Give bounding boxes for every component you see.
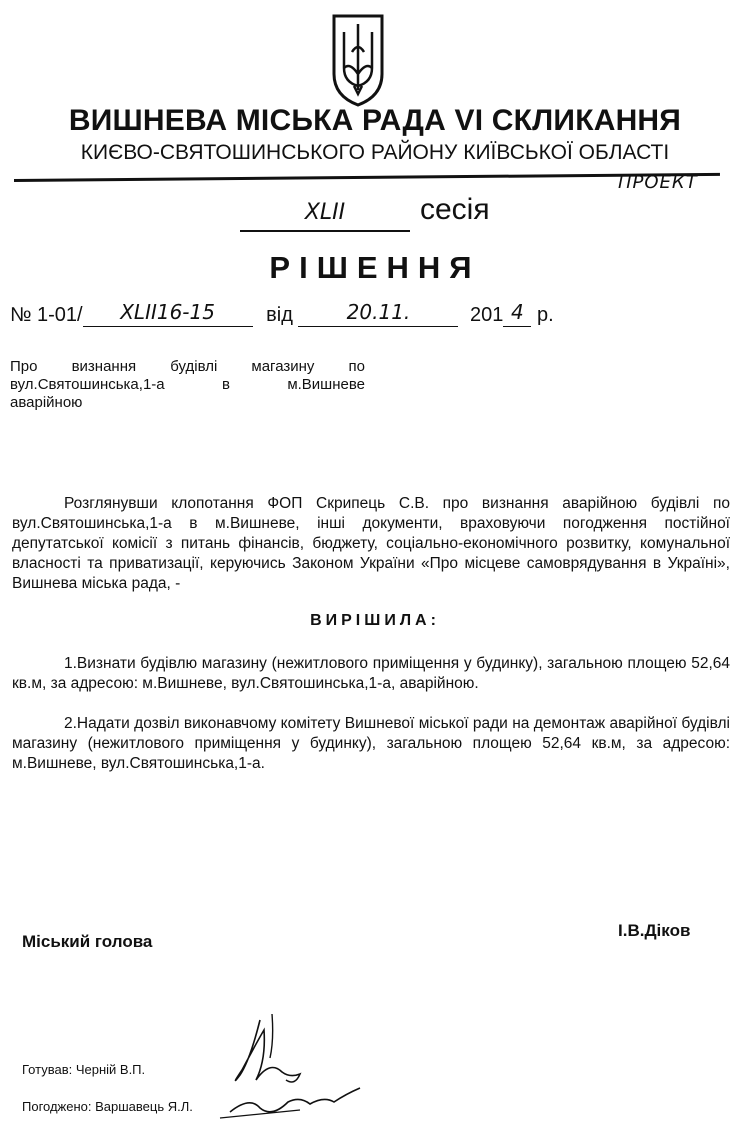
- trident-coat-of-arms-icon: [330, 12, 386, 108]
- year-prefix: 201: [470, 304, 504, 326]
- mayor-name: І.В.Діков: [618, 921, 691, 940]
- decision-number-line: [10, 300, 554, 327]
- council-title: ВИШНЕВА МІСЬКА РАДА VI СКЛИКАННЯ: [68, 104, 682, 137]
- mayor-title: Міський голова: [22, 932, 153, 951]
- subject-line-2: вул.Святошинська,1-а в м.Вишневе: [10, 376, 365, 393]
- session-label: сесія: [420, 193, 490, 226]
- date-prefix: від: [266, 304, 293, 326]
- decision-number: XLII16-15: [83, 300, 253, 327]
- prepared-by: Готував: Черній В.П.: [22, 1062, 146, 1077]
- decision-date: 20.11.: [298, 300, 458, 327]
- council-subtitle: КИЄВО-СВЯТОШИНСЬКОГО РАЙОНУ КИЇВСЬКОЇ ОБЛАСТІ: [80, 141, 670, 164]
- decision-title: РІШЕННЯ: [269, 250, 481, 285]
- draft-mark: ПРОЕКТ: [618, 172, 698, 193]
- session-number: XLII: [240, 196, 410, 232]
- year-digit: 4: [503, 300, 531, 327]
- resolution-point-1: 1.Визнати будівлю магазину (нежитлового приміщення у будинку), загальною площею 52,64 кв.м, за адресою: м.Вишневе, вул.Святошинська,1-а, аварійною.: [12, 655, 730, 692]
- resolution-point-2: 2.Надати дозвіл виконавчому комітету Вишневої міської ради на демонтаж аварійної будівлі магазину (нежитлового приміщення у будинку), загальною площею 52,64 кв.м, за адресою: м.Вишневе, вул.Святошинська,1-а.: [12, 715, 730, 772]
- number-prefix: № 1-01/: [10, 304, 83, 326]
- handwritten-signature-icon: [200, 1000, 380, 1140]
- year-suffix: р.: [536, 304, 554, 326]
- resolved-heading: ВИРІШИЛА:: [310, 612, 440, 629]
- agreed-by: Погоджено: Варшавець Я.Л.: [22, 1099, 193, 1114]
- subject-line-3: аварійною: [10, 394, 83, 411]
- subject-line-1: Про визнання будівлі магазину по: [10, 358, 365, 375]
- header-divider: [14, 173, 720, 182]
- decision-subject: [10, 358, 365, 412]
- preamble-paragraph: Розглянувши клопотання ФОП Скрипець С.В. про визнання аварійною будівлі по вул.Святошинська,1-а в м.Вишневе, інші документи, враховуючи погодження постійної депутатської комісії з питань фінансів, бюджету, соціально-економічного розвитку, комунальної власності та приватизації, керуючись Законом України «Про місцеве самоврядування в Україні», Вишнева міська рада, -: [12, 495, 730, 592]
